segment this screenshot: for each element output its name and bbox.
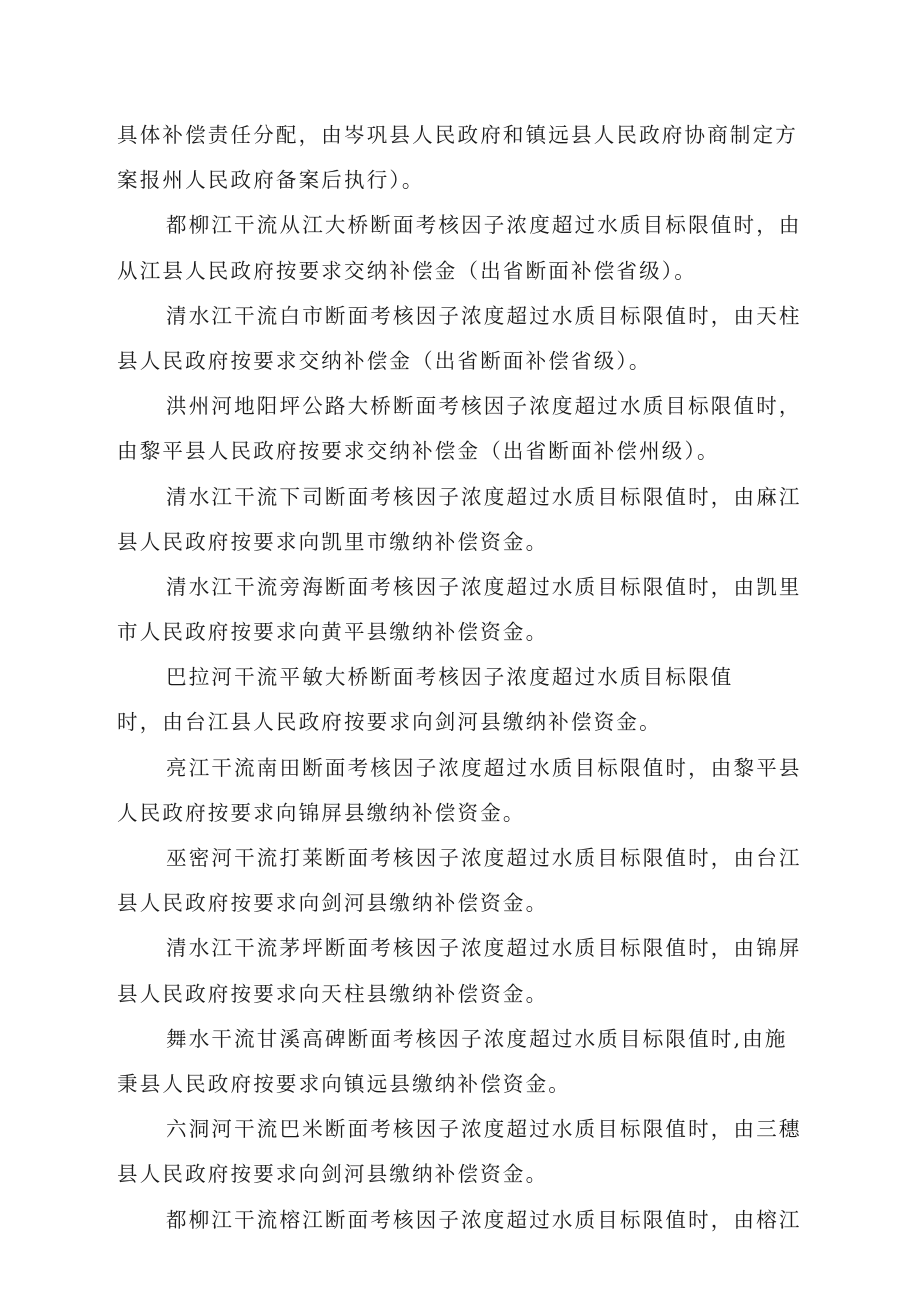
paragraph-first-line: 都柳江干流榕江断面考核因子浓度超过水质目标限值时，由榕江 (166, 1207, 802, 1232)
paragraph-first-line: 清水江干流茅坪断面考核因子浓度超过水质目标限值时，由锦屏 (166, 936, 802, 961)
paragraph-first-line: 六洞河干流巴米断面考核因子浓度超过水质目标限值时，由三穗 (166, 1117, 802, 1142)
paragraph-first-line: 舞水干流甘溪高碑断面考核因子浓度超过水质目标限值时,由施 (166, 1026, 788, 1051)
text-line: 从江县人民政府按要求交纳补偿金（出省断面补偿省级）。 (117, 258, 697, 283)
paragraph-first-line: 都柳江干流从江大桥断面考核因子浓度超过水质目标限值时，由 (166, 213, 802, 238)
paragraph-first-line: 巴拉河干流平敏大桥断面考核因子浓度超过水质目标限值 (166, 665, 734, 690)
paragraph-first-line: 清水江干流旁海断面考核因子浓度超过水质目标限值时，由凯里 (166, 574, 802, 599)
text-line: 秉县人民政府按要求向镇远县缴纳补偿资金。 (117, 1071, 571, 1096)
text-line: 县人民政府按要求交纳补偿金（出省断面补偿省级）。 (117, 348, 652, 373)
paragraph-first-line: 巫密河干流打莱断面考核因子浓度超过水质目标限值时，由台江 (166, 846, 802, 870)
text-line: 市人民政府按要求向黄平县缴纳补偿资金。 (117, 620, 549, 645)
paragraph-first-line: 洪州河地阳坪公路大桥断面考核因子浓度超过水质目标限值时， (166, 394, 802, 419)
text-line: 具体补偿责任分配，由岑巩县人民政府和镇远县人民政府协商制定方 (117, 123, 798, 147)
text-line: 县人民政府按要求向剑河县缴纳补偿资金。 (117, 1162, 549, 1187)
paragraph-first-line: 清水江干流白市断面考核因子浓度超过水质目标限值时，由天柱 (166, 303, 802, 328)
text-line: 案报州人民政府备案后执行）。 (117, 168, 425, 193)
document-body (117, 113, 817, 1243)
text-line: 时，由台江县人民政府按要求向剑河县缴纳补偿资金。 (117, 710, 662, 735)
text-line: 由黎平县人民政府按要求交纳补偿金（出省断面补偿州级）。 (117, 439, 720, 464)
text-line: 人民政府按要求向锦屏县缴纳补偿资金。 (117, 800, 526, 825)
text-line: 县人民政府按要求向剑河县缴纳补偿资金。 (117, 891, 549, 916)
text-line: 县人民政府按要求向凯里市缴纳补偿资金。 (117, 529, 549, 554)
text-line: 县人民政府按要求向天柱县缴纳补偿资金。 (117, 981, 549, 1006)
paragraph-first-line: 清水江干流下司断面考核因子浓度超过水质目标限值时，由麻江 (166, 484, 802, 509)
paragraph-first-line: 亮江干流南田断面考核因子浓度超过水质目标限值时，由黎平县 (166, 755, 802, 780)
